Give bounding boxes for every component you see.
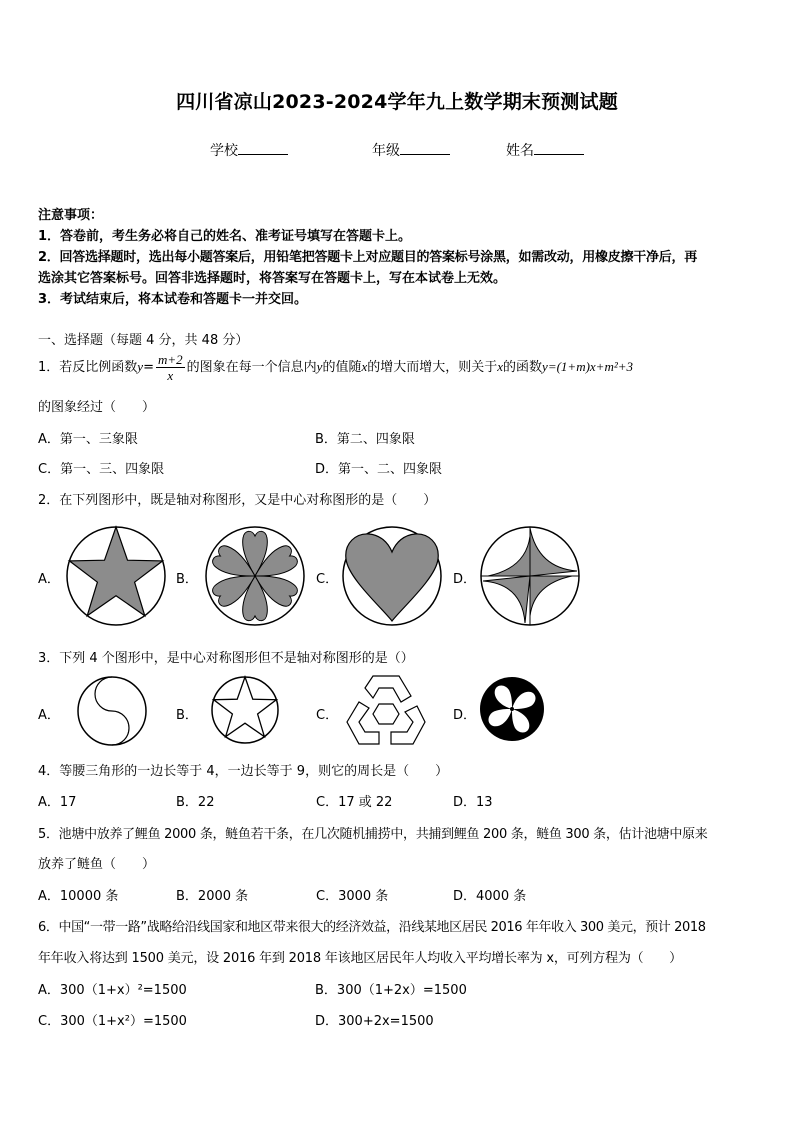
q5-stem-line1: 5．池塘中放养了鲤鱼 2000 条，鲢鱼若干条，在几次随机捕捞中，共捕到鲤鱼 200 条，鲢鱼 300 条，估计池塘中原来	[38, 827, 708, 842]
grade-field	[372, 140, 450, 160]
q3-four-petal-figure	[479, 676, 545, 742]
q1-var-y: y	[137, 359, 144, 374]
q3-star-outline-figure	[210, 675, 280, 745]
q1-frac-den: x	[167, 368, 174, 383]
q1-text: 1．若反比例函数	[38, 360, 138, 375]
q2-label-d: D．	[453, 572, 477, 587]
name-blank	[534, 142, 584, 155]
q2-stem: 2．在下列图形中，既是轴对称图形，又是中心对称图形的是（ ）	[38, 493, 437, 508]
q3-label-a: A．	[38, 708, 60, 723]
q2-heart-in-circle-figure	[342, 526, 442, 626]
q1-option-a: A．第一、三象限	[38, 432, 138, 447]
q1-text: 的函数	[503, 360, 543, 375]
q4-option-a: A．17	[38, 795, 77, 810]
name-label: 姓名	[506, 143, 534, 159]
q4-option-c: C．17 或 22	[316, 795, 393, 810]
q2-curved-quadrants-figure	[480, 526, 580, 626]
q2-label-b: B．	[176, 572, 198, 587]
q5-stem-line2: 放养了鲢鱼（ ）	[38, 857, 156, 872]
q5-option-a: A．10000 条	[38, 889, 119, 904]
q6-option-d: D．300+2x=1500	[315, 1014, 434, 1029]
q3-label-d: D．	[453, 708, 477, 723]
q1-linear-function: y=(1+m)x+m²+3	[542, 359, 634, 374]
exam-title: 四川省凉山2023-2024学年九上数学期末预测试题	[176, 91, 618, 113]
school-blank	[238, 142, 288, 155]
q3-label-b: B．	[176, 708, 198, 723]
q2-hearts-pinwheel-figure	[205, 526, 305, 626]
q6-stem-line1: 6．中国“一带一路”战略给沿线国家和地区带来很大的经济效益，沿线某地区居民 2016 年年收入 300 美元，预计 2018	[38, 920, 706, 935]
q2-star-in-circle-figure	[66, 526, 166, 626]
q1-var-y: y	[316, 359, 323, 374]
q3-yin-yang-figure	[77, 676, 147, 746]
q5-option-c: C．3000 条	[316, 889, 389, 904]
notice-item: 1．答卷前，考生务必将自己的姓名、准考证号填写在答题卡上。	[38, 229, 412, 244]
name-field	[506, 140, 584, 160]
notice-item: 2．回答选择题时，选出每小题答案后，用铅笔把答题卡上对应题目的答案标号涂黑，如需改动，用橡皮擦干净后，再	[38, 250, 698, 265]
q6-stem-line2: 年年收入将达到 1500 美元，设 2016 年到 2018 年该地区居民年人均收入平均增长率为 x，可列方程为（ ）	[38, 951, 682, 966]
q1-option-b: B．第二、四象限	[315, 432, 415, 447]
q5-option-d: D．4000 条	[453, 889, 527, 904]
q1-var-x: x	[361, 359, 368, 374]
section-heading: 一、选择题（每题 4 分，共 48 分）	[38, 333, 249, 348]
q1-text: 的增大而增大，则关于	[367, 360, 498, 375]
q6-option-a: A．300（1+x）²=1500	[38, 983, 187, 998]
q2-label-c: C．	[316, 572, 339, 587]
q1-frac-num: m+2	[157, 352, 183, 367]
q1-var-x: x	[497, 359, 504, 374]
q4-option-b: B．22	[176, 795, 215, 810]
q4-option-d: D．13	[453, 795, 493, 810]
q1-eq: =	[143, 360, 154, 375]
q2-label-a: A．	[38, 572, 60, 587]
notice-item: 3．考试结束后，将本试卷和答题卡一并交回。	[38, 292, 308, 307]
q3-stem: 3．下列 4 个图形中，是中心对称图形但不是轴对称图形的是（）	[38, 651, 414, 666]
q3-recycle-arrows-figure	[345, 674, 427, 746]
q3-label-c: C．	[316, 708, 339, 723]
q1-text: 的值随	[322, 360, 362, 375]
school-label: 学校	[210, 143, 238, 159]
q1-option-c: C．第一、三、四象限	[38, 462, 165, 477]
q1-fraction	[156, 353, 185, 382]
q6-option-b: B．300（1+2x）=1500	[315, 983, 467, 998]
notice-item: 选涂其它答案标号。回答非选择题时，将答案写在答题卡上，写在本试卷上无效。	[38, 271, 507, 286]
q1-stem-line2: 的图象经过（ ）	[38, 400, 156, 415]
q5-option-b: B．2000 条	[176, 889, 249, 904]
grade-blank	[400, 142, 450, 155]
grade-label: 年级	[372, 143, 400, 159]
q4-stem: 4．等腰三角形的一边长等于 4，一边长等于 9，则它的周长是（ ）	[38, 764, 449, 779]
q1-stem	[38, 352, 633, 383]
notice-heading: 注意事项：	[38, 208, 104, 223]
q1-option-d: D．第一、二、四象限	[315, 462, 443, 477]
q6-option-c: C．300（1+x²）=1500	[38, 1014, 187, 1029]
q1-text: 的图象在每一个信息内	[186, 360, 317, 375]
school-field	[210, 140, 288, 160]
